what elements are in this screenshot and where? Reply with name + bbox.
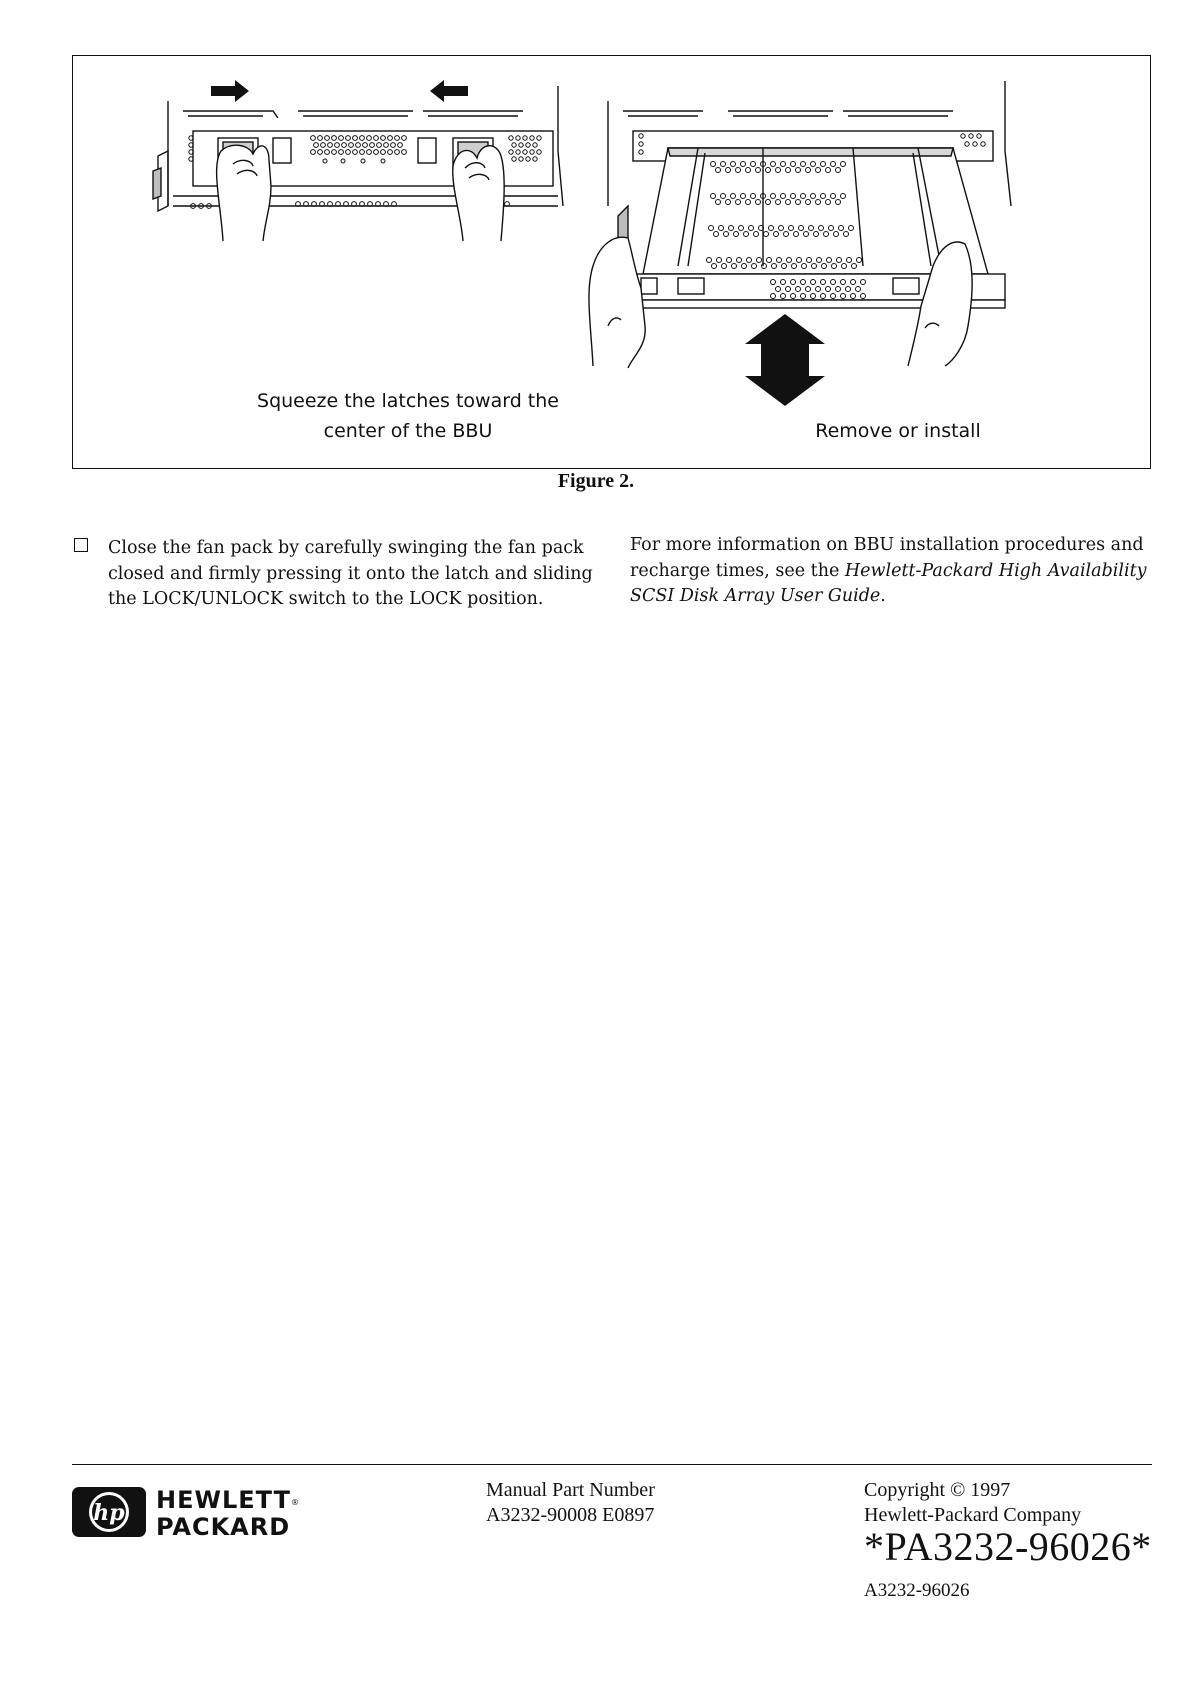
arrow-left-icon [430,80,468,102]
manual-part-block [486,1478,655,1528]
hp-logo-wordmark [156,1487,300,1541]
caption-squeeze-latches [213,386,603,446]
step-text: Close the fan pack by carefully swinging the fan pack closed and firmly pressing it onto the latch and sliding the LOCK/UNLOCK switch to the LOCK position. [108,538,593,609]
caption-left-line1: Squeeze the latches toward the [257,390,559,412]
caption-left-line2: center of the BBU [323,420,493,442]
part-number: A3232-96026 [864,1580,970,1601]
figure-box [72,55,1151,469]
company: Hewlett-Packard Company [864,1504,1082,1526]
copyright: Copyright © 1997 [864,1479,1011,1501]
hp-logo-mark: hp [93,1500,125,1526]
caption-remove-install: Remove or install [815,420,981,442]
checkbox-icon [74,538,88,552]
footer-divider [72,1464,1152,1465]
info-text-end: . [880,586,886,606]
left-hands [217,145,505,241]
logo-line1: HEWLETT [156,1486,291,1514]
manual-number: A3232-90008 E0897 [486,1504,655,1526]
copyright-block [864,1478,1081,1528]
logo-line2: PACKARD [156,1513,291,1541]
double-arrow-icon [745,314,825,406]
manual-label: Manual Part Number [486,1479,655,1501]
registered-mark: ® [290,1498,300,1507]
info-text: For more information on BBU installation procedures and recharge times, see the [630,535,1144,581]
barcode-text: *PA3232-96026* [864,1524,1152,1569]
arrow-right-icon [211,80,249,102]
info-paragraph [630,533,1160,610]
hp-logo-icon [72,1487,146,1537]
guide-title: Hewlett-Packard High Availability SCSI Disk Array User Guide [630,560,1147,606]
figure-title: Figure 2. [557,470,635,492]
